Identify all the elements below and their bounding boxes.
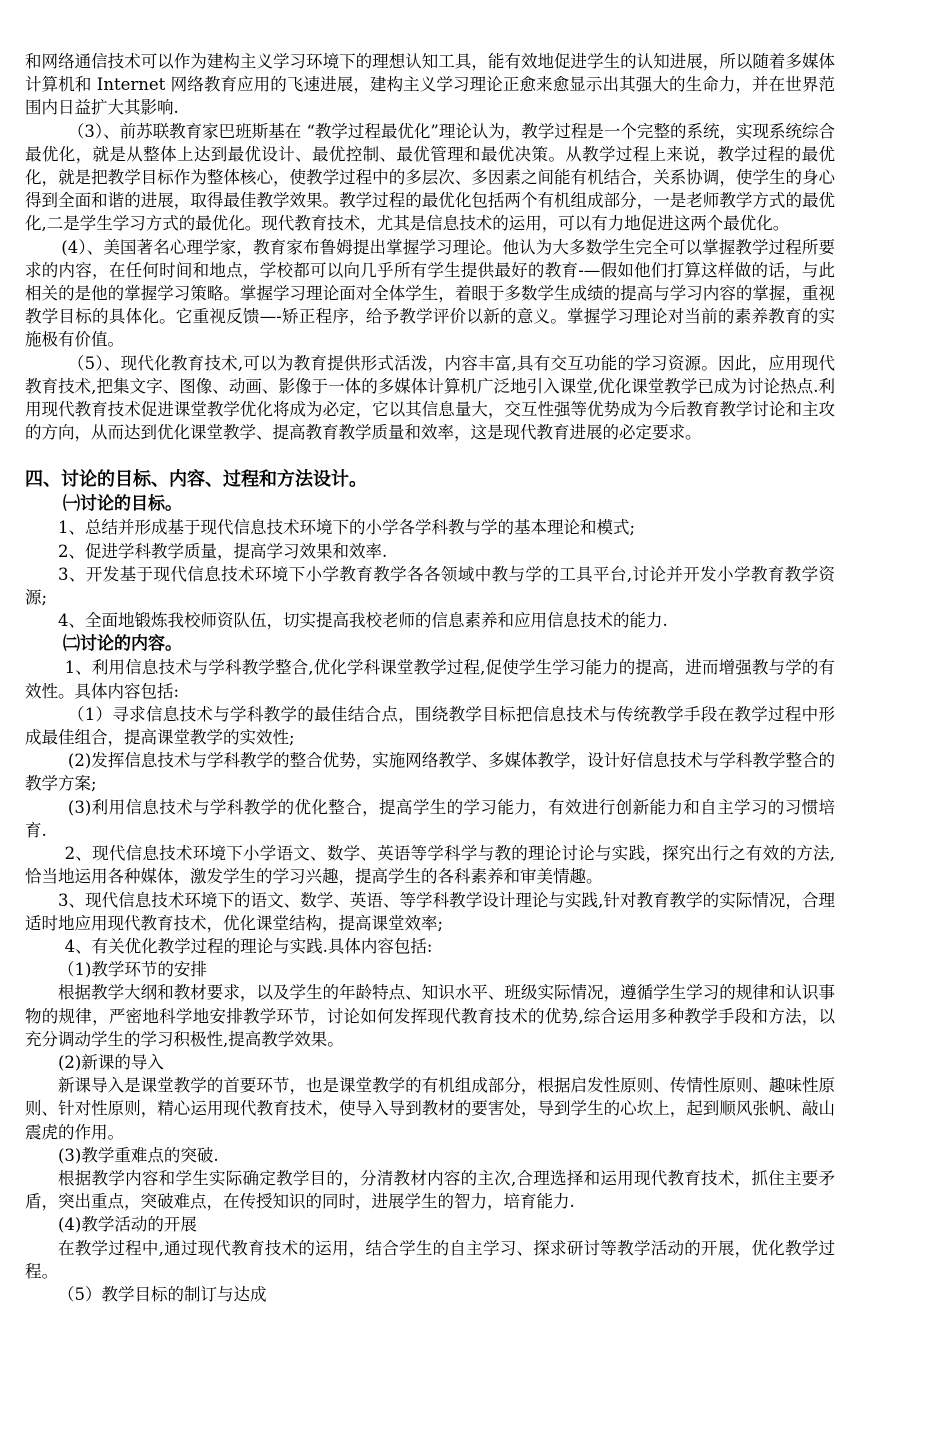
content-subitem-title: （1)教学环节的安排 [58, 960, 207, 980]
content-subitem-title: (3)教学重难点的突破. [58, 1145, 219, 1165]
goal-item: 2、促进学科教学质量，提高学习效果和效率. [58, 541, 388, 561]
paragraph-babansky: （3）、前苏联教育家巴班斯基在 “教学过程最优化”理论认为，教学过程是一个完整的系统，实现系统综合最优化，就是从整体上达到最优设计、最优控制、最优管理和最优决策。从教学过程上来说，教学过程的最优化，就是把教学目标作为整体核心，使教学过程中的多层次、多因素之间能有机结合，关系协调，使学生的身心得到全面和谐的进展，取得最佳教学效果。教学过程的最优化包括两个有机组成部分，一是老师教学方式的最优化,二是学生学习方式的最优化。现代教育技术，尤其是信息技术的运用，可以有力地促进这两个最优化。 [25, 121, 835, 234]
content-subitem: （1）寻求信息技术与学科教学的最佳结合点，围绕教学目标把信息技术与传统教学手段在教学过程中形成最佳组合，提高课堂教学的实效性; [25, 704, 835, 748]
subsection-heading-goals: ㈠讨论的目标。 [63, 494, 182, 515]
content-subitem-title: （5）教学目标的制订与达成 [58, 1284, 267, 1304]
content-item: 2、现代信息技术环境下小学语文、数学、英语等学科学与教的理论讨论与实践，探究出行之有效的方法,恰当地运用各种媒体，激发学生的学习兴趣，提高学生的各科素养和审美情趣。 [25, 844, 835, 887]
paragraph-modern-edtech: （5）、现代化教育技术,可以为教育提供形式活泼，内容丰富,具有交互功能的学习资源。因此，应用现代教育技术,把集文字、图像、动画、影像于一体的多媒体计算机广泛地引入课堂,优化课堂教学已成为讨论热点.利用现代教育技术促进课堂教学优化将成为必定，它以其信息量大，交互性强等优势成为今后教育教学讨论和主攻的方向，从而达到优化课堂教学、提高教育教学质量和效率，这是现代教育进展的必定要求。 [25, 353, 835, 443]
content-subitem-body: 根据教学大纲和教材要求，以及学生的年龄特点、知识水平、班级实际情况，遵循学生学习的规律和认识事物的规律，严密地科学地安排教学环节，讨论如何发挥现代教育技术的优势,综合运用多种教学手段和方法，以充分调动学生的学习积极性,提高教学效果。 [25, 983, 835, 1049]
content-subitem-title: (4)教学活动的开展 [58, 1215, 197, 1235]
content-item: 3、现代信息技术环境下的语文、数学、英语、等学科教学设计理论与实践,针对教育教学的实际情况，合理适时地应用现代教育技术，优化课堂结构，提高课堂效率; [25, 890, 835, 933]
content-subitem: (3)利用信息技术与学科教学的优化整合，提高学生的学习能力，有效进行创新能力和自主学习的习惯培育. [25, 797, 835, 840]
paragraph-bloom: (4）、美国著名心理学家，教育家布鲁姆提出掌握学习理论。他认为大多数学生完全可以掌握教学过程所要求的内容，在任何时间和地点，学校都可以向几乎所有学生提供最好的教育-—假如他们打算这样做的话，与此相关的是他的掌握学习策略。掌握学习理论面对全体学生，着眼于多数学生成绩的提高与学习内容的掌握，重视教学目标的具体化。它重视反馈—-矫正程序，给予教学评价以新的意义。掌握学习理论对当前的素养教育的实施极有价值。 [25, 237, 835, 350]
content-subitem-body: 新课导入是课堂教学的首要环节，也是课堂教学的有机组成部分，根据启发性原则、传情性原则、趣味性原则、针对性原则，精心运用现代教育技术，使导入导到教材的要害处，导到学生的心坎上，起到顺风张帆、敲山震虎的作用。 [25, 1076, 835, 1142]
subsection-heading-content: ㈡讨论的内容。 [63, 634, 182, 655]
content-item: 4、有关优化教学过程的理论与实践.具体内容包括: [64, 936, 433, 956]
content-subitem-body: 根据教学内容和学生实际确定教学目的，分清教材内容的主次,合理选择和运用现代教育技术，抓住主要矛盾，突出重点，突破难点，在传授知识的同时，进展学生的智力，培育能力. [25, 1168, 835, 1212]
goal-item: 1、总结并形成基于现代信息技术环境下的小学各学科教与学的基本理论和模式; [58, 518, 636, 538]
content-item: 1、利用信息技术与学科教学整合,优化学科课堂教学过程,促使学生学习能力的提高，进而增强教与学的有效性。具体内容包括: [25, 658, 835, 701]
goal-item: 4、全面地锻炼我校师资队伍，切实提高我校老师的信息素养和应用信息技术的能力. [58, 611, 668, 631]
content-subitem-title: (2)新课的导入 [58, 1052, 164, 1072]
goal-item: 3、开发基于现代信息技术环境下小学教育教学各各领域中教与学的工具平台,讨论并开发小学教育教学资源; [25, 564, 835, 608]
section-heading: 四、讨论的目标、内容、过程和方法设计。 [25, 469, 367, 491]
paragraph-constructivism-continued: 和网络通信技术可以作为建构主义学习环境下的理想认知工具，能有效地促进学生的认知进展，所以随着多媒体计算机和 Internet 网络教育应用的飞速进展，建构主义学习理论正愈来愈显示出其强大的生命力，并在世界范围内日益扩大其影响. [25, 52, 835, 118]
section-spacer [25, 444, 835, 468]
content-subitem: (2)发挥信息技术与学科教学的整合优势，实施网络教学、多媒体教学，设计好信息技术与学科教学整合的教学方案; [25, 751, 835, 794]
document-page [25, 50, 835, 1306]
content-subitem-body: 在教学过程中,通过现代教育技术的运用，结合学生的自主学习、探求研讨等教学活动的开展，优化教学过程。 [25, 1238, 835, 1281]
